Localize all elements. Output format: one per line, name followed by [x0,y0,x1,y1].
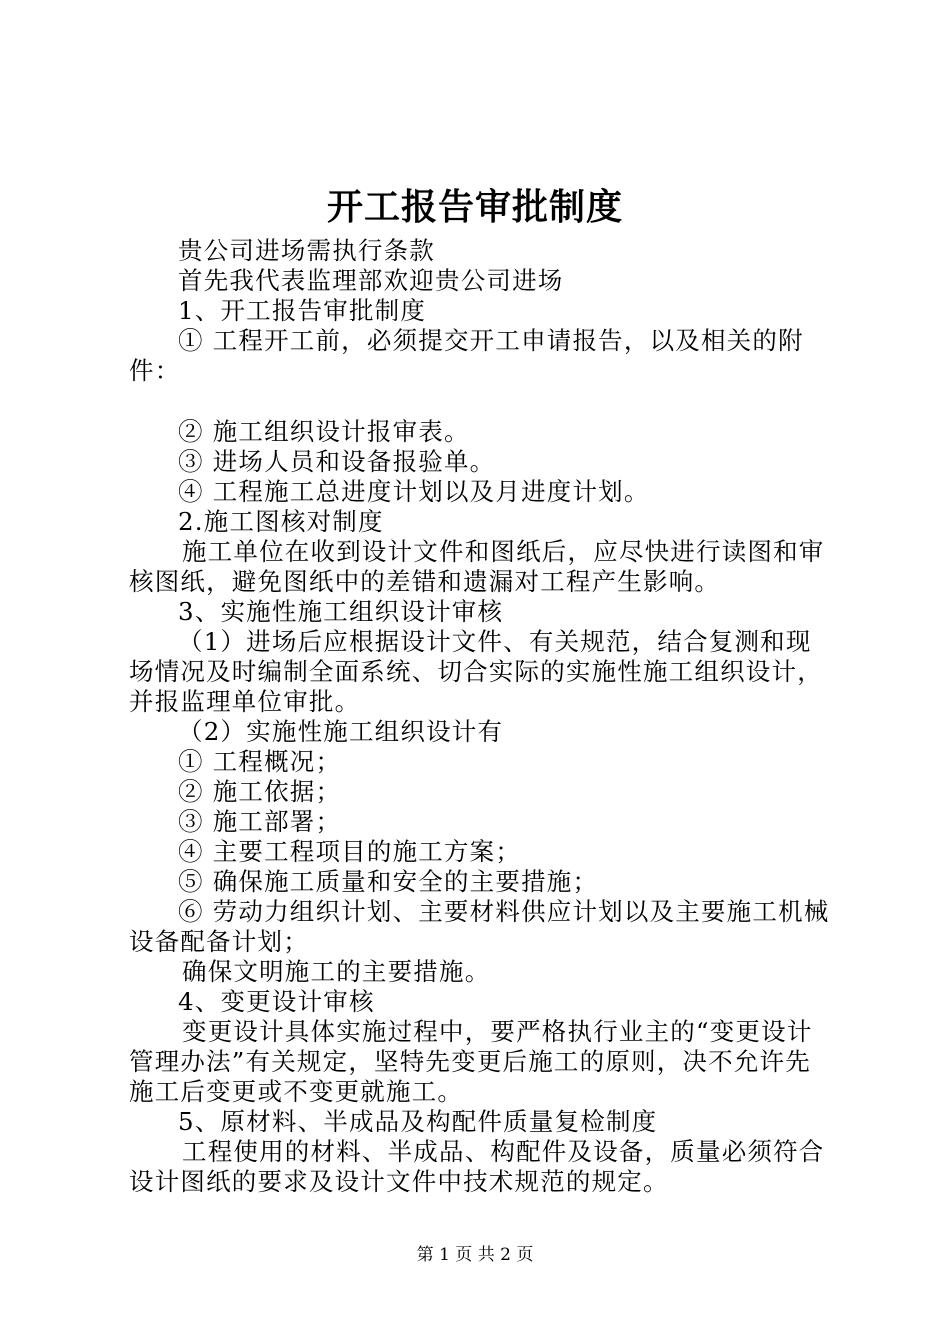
paragraph: 工程使用的材料、半成品、构配件及设备，质量必须符合设计图纸的要求及设计文件中技术规范的规定。 [129,1137,825,1196]
list-item: ④ 主要工程项目的施工方案； [178,837,522,866]
paragraph: （2）实施性施工组织设计有 [178,717,504,746]
paragraph: （1）进场后应根据设计文件、有关规范，结合复测和现场情况及时编制全面系统、切合实际的实施性施工组织设计，并报监理单位审批。 [129,627,823,716]
paragraph: 施工单位在收到设计文件和图纸后，应尽快进行读图和审核图纸，避免图纸中的差错和遗漏对工程产生影响。 [129,537,825,596]
blank-line [129,386,834,417]
list-item: ② 施工组织设计报审表。 [178,417,470,446]
section-heading: 5、原材料、半成品及构配件质量复检制度 [178,1107,658,1136]
section-heading: 4、变更设计审核 [178,987,375,1016]
paragraph: 变更设计具体实施过程中，要严格执行业主的“变更设计管理办法”有关规定，坚特先变更后施工的原则，决不允许先施工后变更或不变更就施工。 [129,1017,813,1106]
section-heading: 1、开工报告审批制度 [178,296,427,325]
list-item: ① 工程开工前，必须提交开工申请报告，以及相关的附件： [129,326,804,385]
paragraph: 确保文明施工的主要措施。 [182,957,491,986]
paragraph: 贵公司进场需执行条款 [178,236,435,265]
section-heading: 2.施工图核对制度 [178,507,384,536]
list-item: ⑤ 确保施工质量和安全的主要措施； [178,867,599,896]
list-item: ① 工程概况； [178,747,342,776]
list-item: ③ 进场人员和设备报验单。 [178,447,496,476]
document-body [129,236,834,1197]
page-footer: 第 1 页 共 2 页 [416,1245,534,1265]
list-item: ④ 工程施工总进度计划以及月进度计划。 [178,477,650,506]
paragraph: 首先我代表监理部欢迎贵公司进场 [178,266,564,295]
document-title: 开工报告审批制度 [326,186,623,228]
list-item: ⑥ 劳动力组织计划、主要材料供应计划以及主要施工机械设备配备计划； [129,897,830,956]
list-item: ③ 施工部署； [178,807,342,836]
list-item: ② 施工依据； [178,777,342,806]
section-heading: 3、实施性施工组织设计审核 [178,597,504,626]
